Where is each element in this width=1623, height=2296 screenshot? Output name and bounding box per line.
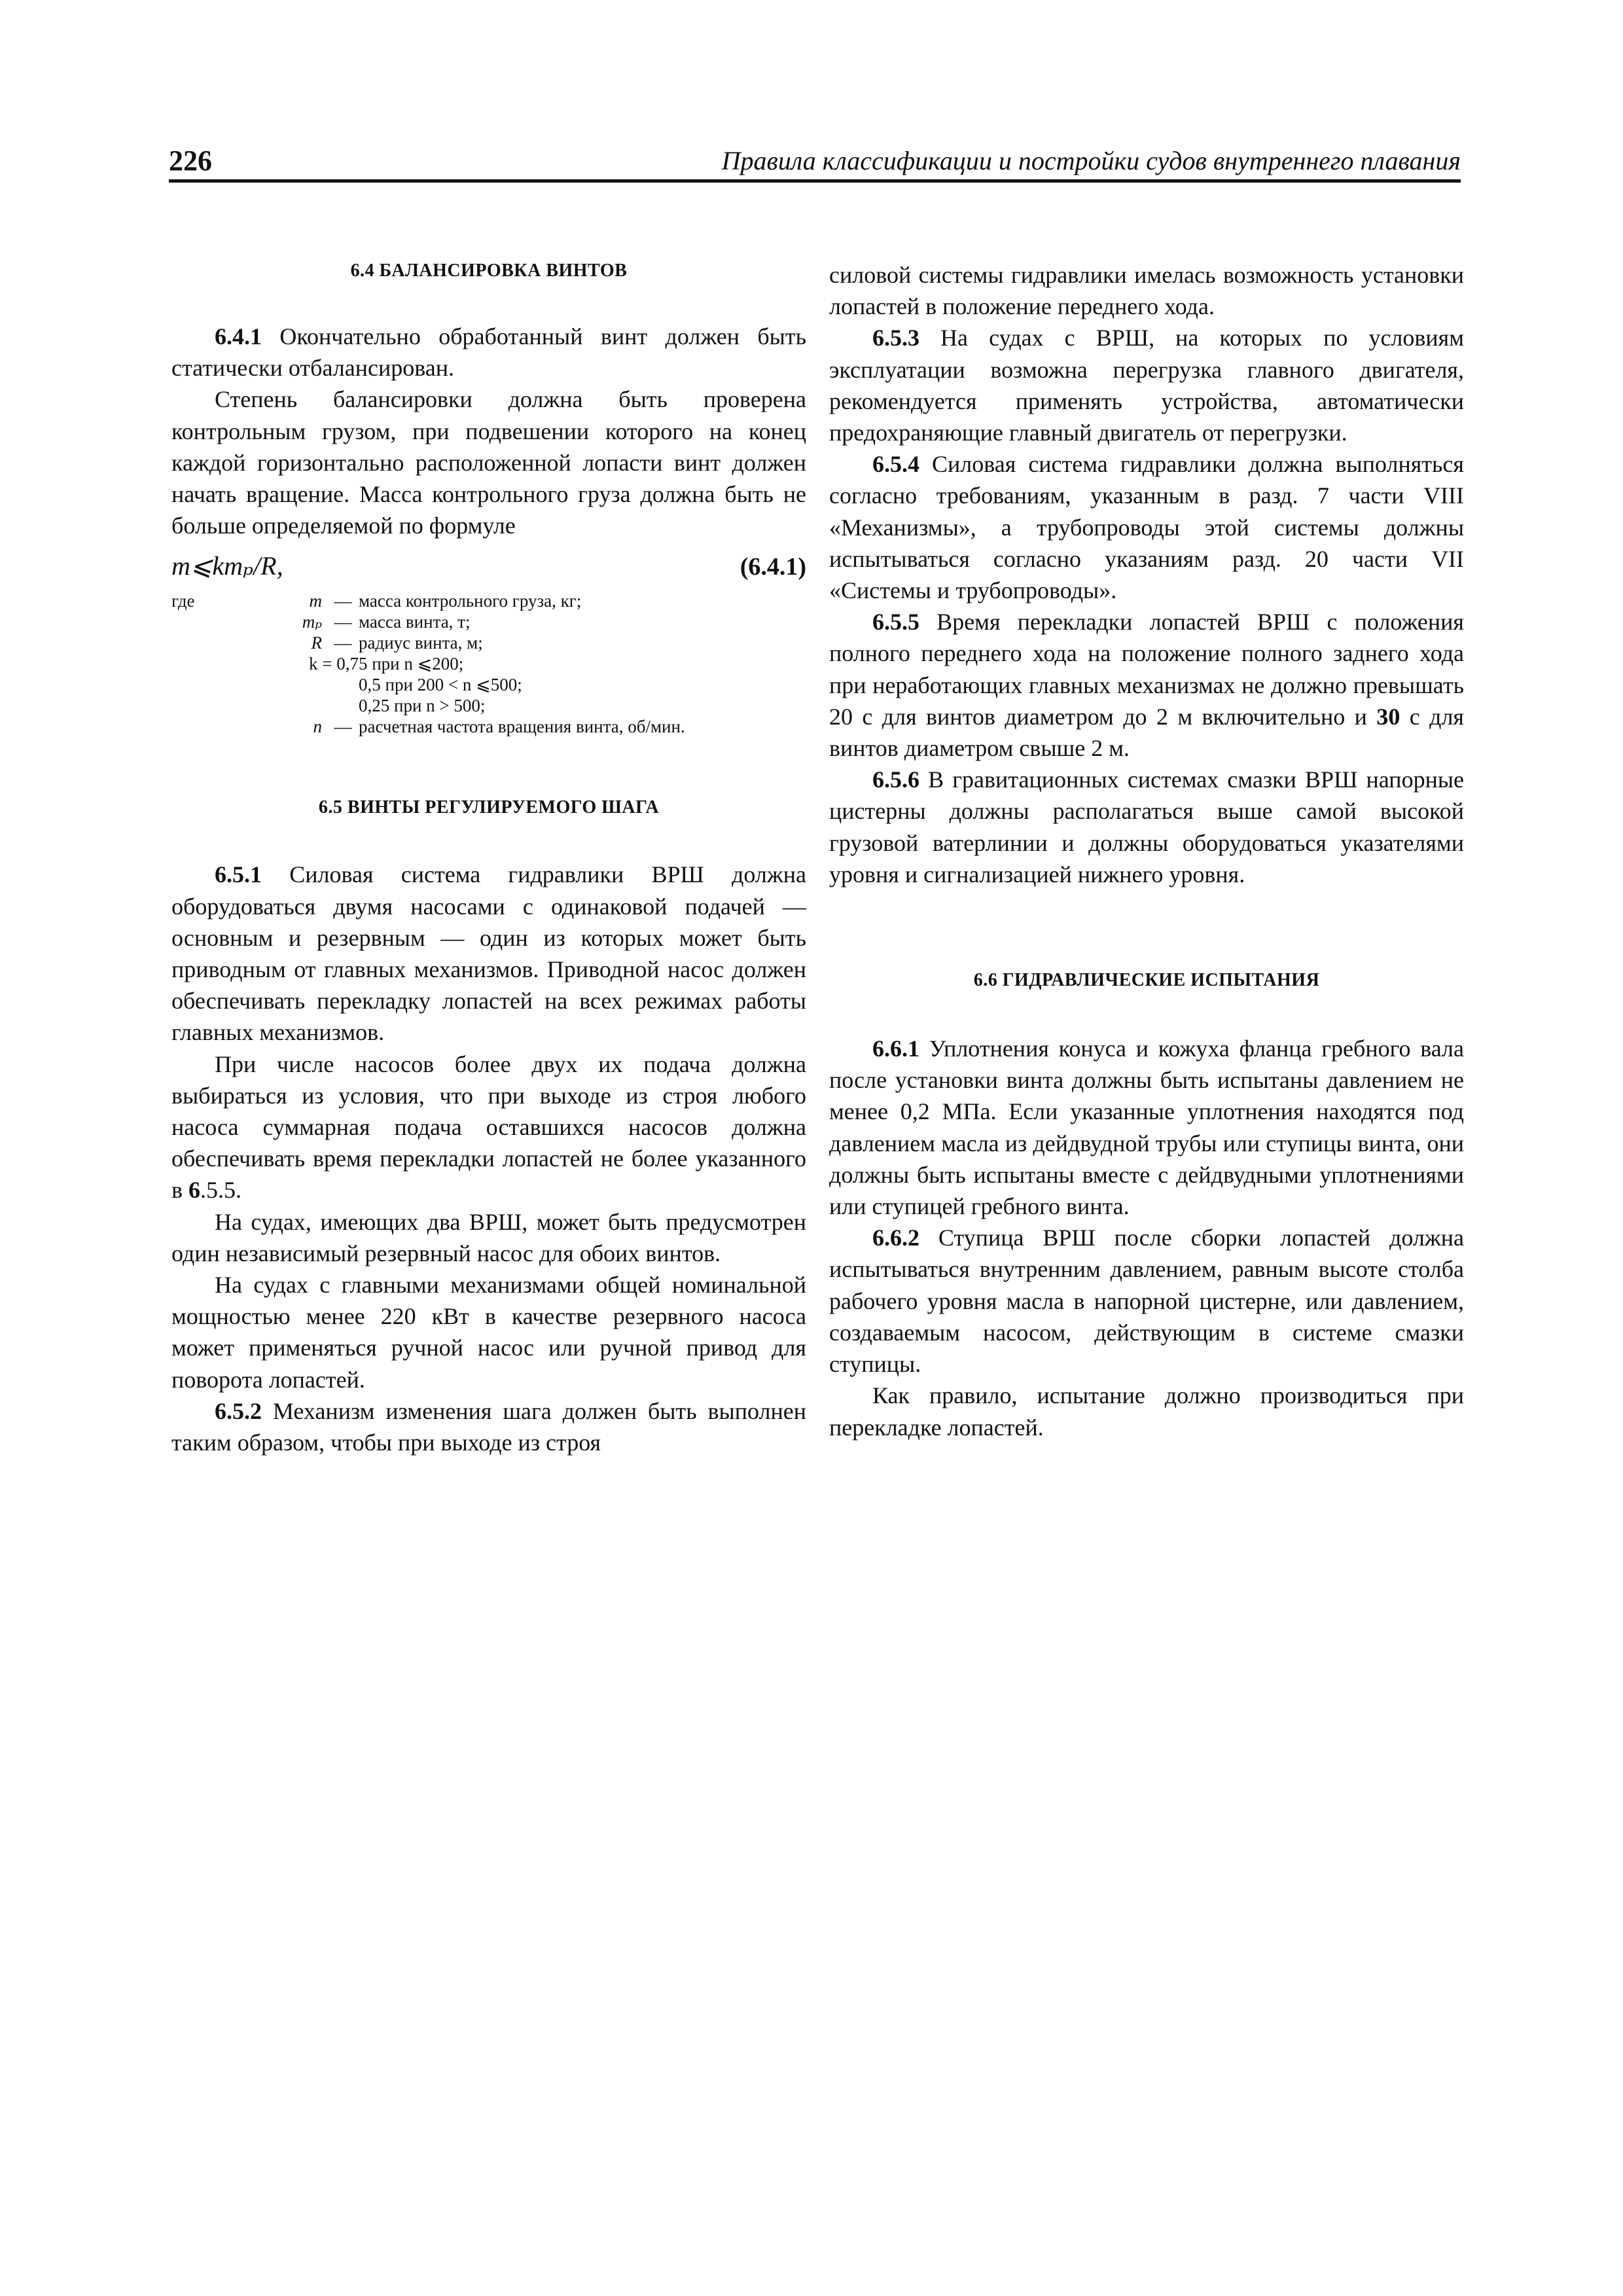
section-title-6-5: 6.5 ВИНТЫ РЕГУЛИРУЕМОГО ШАГА bbox=[318, 797, 660, 818]
paragraph-text: В гравитационных системах смазки ВРШ напорные цистерны должны располагаться выше самой высокой грузовой ватерлинии и должны оборудоваться указателями уровня и сигнализацией нижнего уровня. bbox=[829, 766, 1464, 888]
paragraph-text: с для винтов диаметром свыше 2 м. bbox=[829, 703, 1464, 762]
reference-number: 6 bbox=[188, 1177, 200, 1204]
paragraph-6-5-4 bbox=[829, 448, 1464, 606]
paragraph-text: Уплотнения конуса и кожуха фланца гребного вала после установки винта должны быть испытаны давлением не менее 0,2 МПа. Если указанные уплотнения находятся под давлением масла из дейдвудной трубы или ступицы винта, они должны быть испытаны вместе с дейдвудными уплотнениями или ступицей гребного винта. bbox=[829, 1035, 1464, 1220]
page-header bbox=[169, 145, 1461, 183]
paragraph-6-5-5 bbox=[829, 606, 1464, 764]
legend-text: k = 0,75 при n ⩽200; bbox=[309, 654, 464, 674]
legend-item bbox=[230, 632, 806, 653]
legend-dash: — bbox=[334, 717, 352, 737]
legend-var: mₚ bbox=[302, 612, 322, 632]
paragraph-two-vrsh: На судах, имеющих два ВРШ, может быть предусмотрен один независимый резервный насос для обоих винтов. bbox=[171, 1208, 806, 1266]
paragraph-text: Силовая система гидравлики ВРШ должна оборудоваться двумя насосами с одинаковой подачей — основным и резервным — один из которых может быть приводным от главных механизмов. Приводной насос должен обеспечивать перекладку лопастей на всех режимах работы главных механизмов. bbox=[171, 861, 806, 1046]
paragraph-text: Механизм изменения шага должен быть выполнен таким образом, чтобы при выходе из строя bbox=[171, 1397, 806, 1456]
legend-k-line-3: 0,25 при n > 500; bbox=[359, 696, 486, 716]
clause-number: 6.5.1 bbox=[215, 861, 262, 888]
page-number: 226 bbox=[169, 145, 212, 177]
paragraph-6-6-1 bbox=[829, 1033, 1464, 1222]
paragraph-pumps bbox=[171, 1049, 806, 1206]
paragraph-6-5-2-continued: силовой системы гидравлики имелась возможность установки лопастей в положение переднего хода. bbox=[829, 262, 1464, 320]
bold-value: 30 bbox=[1376, 703, 1400, 730]
paragraph-test-note: Как правило, испытание должно производиться при перекладке лопастей. bbox=[829, 1382, 1464, 1441]
paragraph-6-5-1 bbox=[171, 859, 806, 1048]
legend-text: масса контрольного груза, кг; bbox=[359, 591, 582, 611]
paragraph-6-4-1 bbox=[171, 321, 806, 384]
where-list bbox=[230, 590, 806, 737]
paragraph-balancing: Степень балансировки должна быть проверена контрольным грузом, при подвешении которого на конец каждой горизонтально расположенной лопасти винт должен начать вращение. Масса контрольного груза должна быть не больше определяемой по формуле bbox=[171, 386, 806, 539]
formula-6-4-1 bbox=[171, 549, 806, 584]
clause-number: 6.5.4 bbox=[872, 451, 919, 478]
paragraph-6-6-2 bbox=[829, 1222, 1464, 1380]
legend-dash: — bbox=[334, 591, 352, 611]
legend-k-line-1 bbox=[230, 653, 806, 674]
reference-rest: .5.5. bbox=[200, 1177, 241, 1204]
paragraph-6-5-6 bbox=[829, 764, 1464, 890]
paragraph-text: На судах с ВРШ, на которых по условиям эксплуатации возможна перегрузка главного двигателя, рекомендуется применять устройства, автоматически предохраняющие главный двигатель от перегрузки. bbox=[829, 325, 1464, 446]
clause-number: 6.6.2 bbox=[872, 1225, 919, 1251]
legend-var: R bbox=[311, 633, 322, 653]
section-title-6-4: 6.4 БАЛАНСИРОВКА ВИНТОВ bbox=[350, 260, 628, 281]
formula-number: (6.4.1) bbox=[740, 553, 806, 581]
clause-number: 6.4.1 bbox=[215, 323, 262, 350]
legend-item bbox=[230, 590, 806, 611]
formula-expression: m⩽kmₚ/R, bbox=[171, 551, 283, 581]
legend-var: m bbox=[309, 591, 322, 611]
right-column bbox=[829, 259, 1464, 1443]
paragraph-manual-pump: На судах с главными механизмами общей номинальной мощностью менее 220 кВт в качестве резервного насоса может применяться ручной насос или ручной привод для поворота лопастей. bbox=[171, 1272, 806, 1393]
clause-number: 6.6.1 bbox=[872, 1035, 919, 1062]
clause-number: 6.5.6 bbox=[872, 766, 919, 793]
legend-k-line-2: 0,5 при 200 < n ⩽500; bbox=[359, 675, 522, 695]
running-title: Правила классификации и постройки судов внутреннего плавания bbox=[721, 146, 1461, 175]
left-column bbox=[171, 259, 806, 1458]
paragraph-text: Силовая система гидравлики должна выполняться согласно требованиям, указанным в разд. 7 части VIII «Механизмы», а трубопроводы этой системы должны испытываться согласно указаниям разд. 20 части VII «Системы и трубопроводы». bbox=[829, 451, 1464, 604]
paragraph-text: Время перекладки лопастей ВРШ с положения полного переднего хода на положение полного заднего хода при неработающих главных механизмах не должно превышать 20 с для винтов диаметром до 2 м включительно и bbox=[829, 609, 1464, 730]
section-title-6-6: 6.6 ГИДРАВЛИЧЕСКИЕ ИСПЫТАНИЯ bbox=[973, 970, 1320, 991]
paragraph-6-5-2 bbox=[171, 1395, 806, 1458]
legend-text: расчетная частота вращения винта, об/мин. bbox=[359, 717, 685, 737]
legend-text: радиус винта, м; bbox=[359, 633, 483, 653]
clause-number: 6.5.3 bbox=[872, 325, 919, 351]
paragraph-text: При числе насосов более двух их подача должна выбираться из условия, что при выходе из строя любого насоса суммарная подача оставшихся насосов должна обеспечивать время перекладки лопастей не более указанного в bbox=[171, 1050, 806, 1204]
paragraph-6-5-3 bbox=[829, 322, 1464, 448]
paragraph-text: Ступица ВРШ после сборки лопастей должна испытываться внутренним давлением, равным высоте столба рабочего уровня масла в напорной цистерне, или давлением, создаваемым насосом, действующим в системе смазки ступицы. bbox=[829, 1225, 1464, 1378]
legend-item bbox=[230, 611, 806, 632]
legend-var: n bbox=[313, 717, 322, 737]
legend-dash: — bbox=[334, 633, 352, 653]
formula-legend bbox=[171, 590, 806, 737]
clause-number: 6.5.2 bbox=[215, 1397, 262, 1424]
legend-text: масса винта, т; bbox=[359, 612, 471, 632]
legend-item bbox=[230, 716, 806, 737]
legend-dash: — bbox=[334, 612, 352, 632]
where-label: где bbox=[171, 591, 195, 611]
clause-number: 6.5.5 bbox=[872, 609, 919, 636]
paragraph-text: Окончательно обработанный винт должен быть статически отбалансирован. bbox=[171, 323, 806, 382]
